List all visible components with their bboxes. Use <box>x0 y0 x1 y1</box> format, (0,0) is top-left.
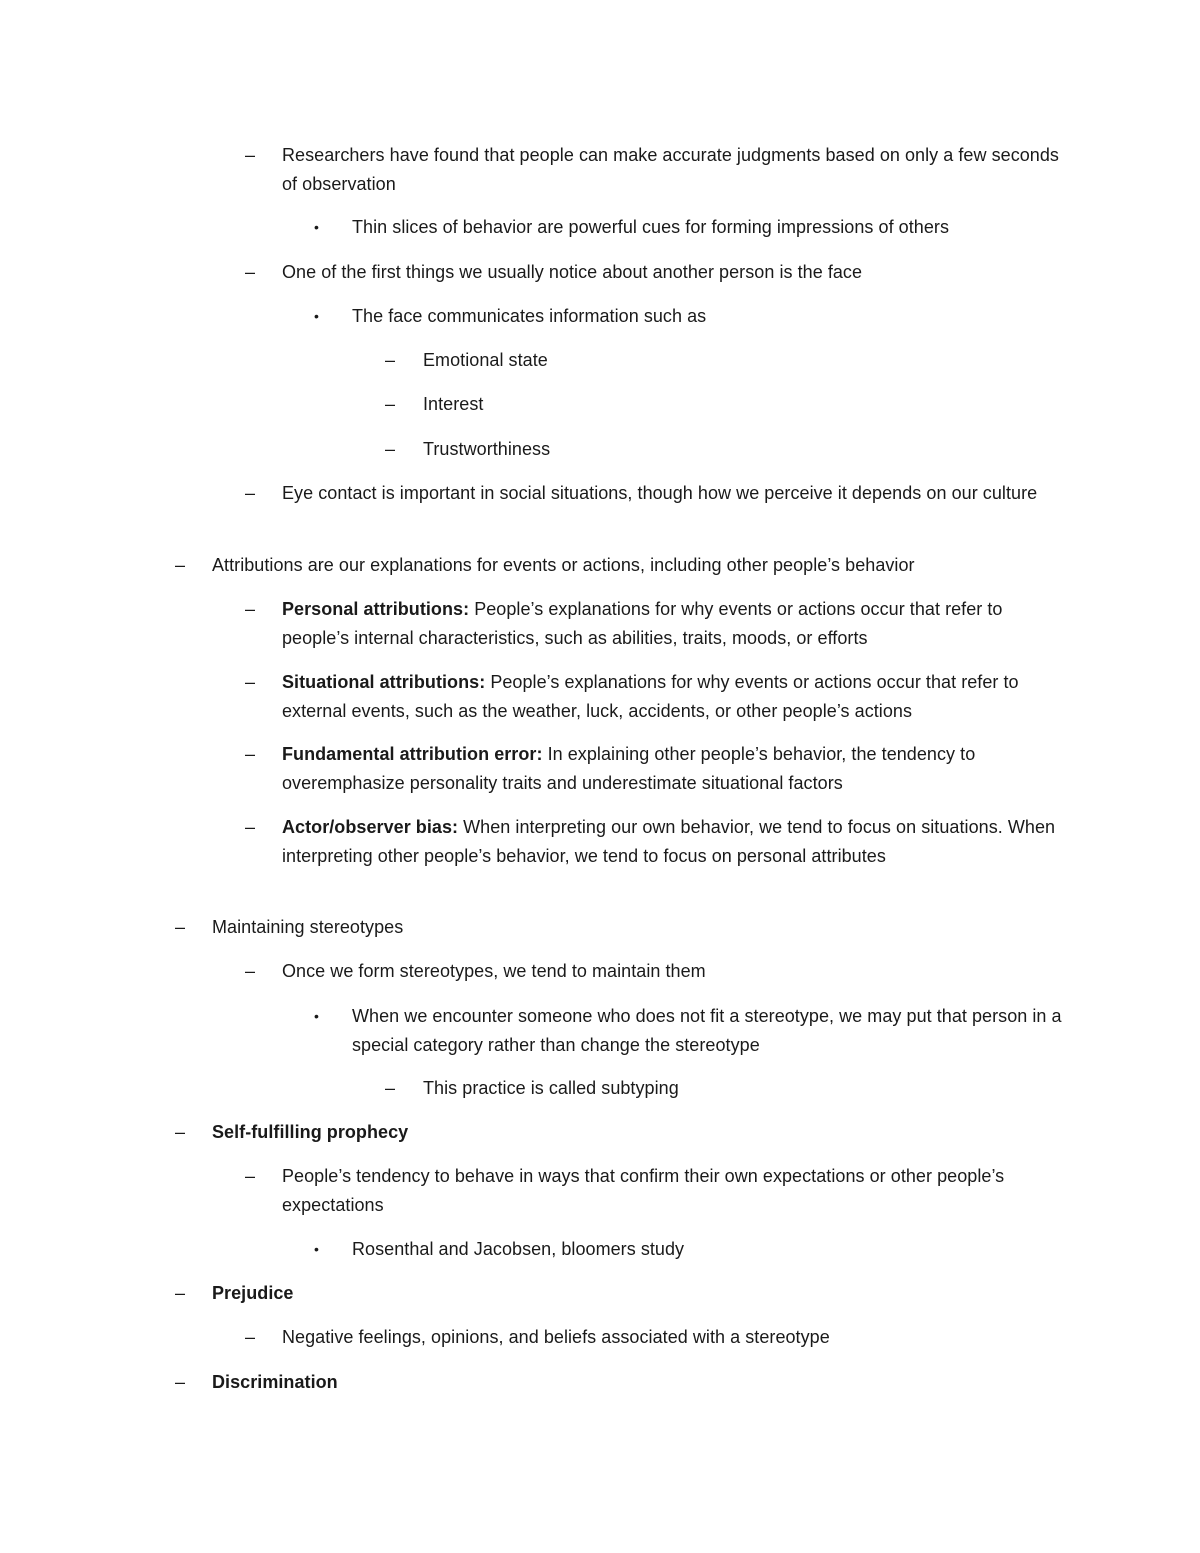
item-body: Attributions are our explanations for events or actions, including other people’s behavior <box>212 555 915 575</box>
list-item <box>314 1235 1072 1264</box>
item-body: Emotional state <box>423 350 548 370</box>
item-text <box>282 595 1072 652</box>
item-text <box>212 913 1072 942</box>
item-text <box>212 551 1072 580</box>
dash-marker: – <box>245 483 256 503</box>
item-text <box>282 740 1072 797</box>
item-term: Actor/observer bias: <box>282 817 459 837</box>
item-text <box>212 1118 1072 1147</box>
list-item <box>314 1002 1072 1059</box>
list-item <box>245 479 1072 508</box>
dash-marker: – <box>245 1327 256 1347</box>
dash-marker: – <box>175 917 186 937</box>
list-item <box>175 1368 1072 1397</box>
item-text <box>212 1368 1072 1397</box>
item-body: When we encounter someone who does not fit a stereotype, we may put that person in a special category rather than change the stereotype <box>352 1006 1062 1055</box>
item-text <box>212 1279 1072 1308</box>
list-item <box>175 551 1072 580</box>
item-term: Situational attributions: <box>282 672 486 692</box>
list-item <box>385 346 1073 375</box>
item-body: People’s tendency to behave in ways that confirm their own expectations or other people’s expectations <box>282 1166 1005 1215</box>
item-body: The face communicates information such as <box>352 306 707 326</box>
item-body: Eye contact is important in social situations, though how we perceive it depends on our culture <box>282 483 1038 503</box>
item-text <box>282 1162 1072 1219</box>
dash-marker: – <box>245 145 256 165</box>
item-body: Thin slices of behavior are powerful cues for forming impressions of others <box>352 217 950 237</box>
dash-marker: – <box>175 555 186 575</box>
list-item <box>245 813 1072 870</box>
item-text <box>352 1002 1072 1059</box>
list-item <box>175 1118 1072 1147</box>
item-text <box>423 435 1073 464</box>
dash-marker: – <box>245 744 256 764</box>
bullet-marker: • <box>314 219 319 235</box>
list-item <box>385 435 1073 464</box>
dash-marker: – <box>245 599 256 619</box>
list-item <box>245 668 1072 725</box>
list-item <box>245 258 1072 287</box>
bullet-marker: • <box>314 308 319 324</box>
item-term: Fundamental attribution error: <box>282 744 543 764</box>
dash-marker: – <box>245 262 256 282</box>
item-text <box>423 346 1073 375</box>
item-body: Maintaining stereotypes <box>212 917 404 937</box>
item-text <box>282 668 1072 725</box>
item-text <box>282 813 1072 870</box>
list-item <box>245 740 1072 797</box>
item-term: Personal attributions: <box>282 599 470 619</box>
item-body: This practice is called subtyping <box>423 1078 679 1098</box>
item-text <box>282 1323 1072 1352</box>
item-text <box>282 957 1072 986</box>
bullet-marker: • <box>314 1241 319 1257</box>
dash-marker: – <box>245 1166 256 1186</box>
item-text <box>352 1235 1072 1264</box>
list-item <box>314 302 1072 331</box>
item-body: In explaining other people’s behavior, the tendency to overemphasize personality traits and underestimate situational factors <box>282 744 976 793</box>
list-item <box>385 1074 1073 1103</box>
item-text <box>423 390 1073 419</box>
item-text <box>352 213 1072 242</box>
item-body: Trustworthiness <box>423 439 551 459</box>
item-body: Interest <box>423 394 484 414</box>
dash-marker: – <box>385 439 396 459</box>
list-item <box>245 1162 1072 1219</box>
list-item <box>175 913 1072 942</box>
item-body: Once we form stereotypes, we tend to maintain them <box>282 961 706 981</box>
dash-marker: – <box>175 1283 186 1303</box>
list-item <box>245 1323 1072 1352</box>
item-body: When interpreting our own behavior, we tend to focus on situations. When interpreting other people’s behavior, we tend to focus on personal attributes <box>282 817 1056 866</box>
item-body: People’s explanations for why events or actions occur that refer to external events, such as the weather, luck, accidents, or other people’s actions <box>282 672 1019 721</box>
dash-marker: – <box>245 961 256 981</box>
list-item <box>175 1279 1072 1308</box>
item-body: Negative feelings, opinions, and beliefs associated with a stereotype <box>282 1327 830 1347</box>
list-item <box>245 957 1072 986</box>
item-text <box>352 302 1072 331</box>
bullet-marker: • <box>314 1008 319 1024</box>
item-text <box>423 1074 1073 1103</box>
dash-marker: – <box>385 1078 396 1098</box>
dash-marker: – <box>385 394 396 414</box>
item-body: Rosenthal and Jacobsen, bloomers study <box>352 1239 685 1259</box>
dash-marker: – <box>245 817 256 837</box>
item-body: People’s explanations for why events or actions occur that refer to people’s internal characteristics, such as abilities, traits, moods, or efforts <box>282 599 1003 648</box>
item-term: Discrimination <box>212 1372 338 1392</box>
item-text <box>282 258 1072 287</box>
dash-marker: – <box>175 1122 186 1142</box>
item-term: Self-fulfilling prophecy <box>212 1122 409 1142</box>
item-body: Researchers have found that people can make accurate judgments based on only a few seconds of observation <box>282 145 1059 194</box>
list-item <box>314 213 1072 242</box>
dash-marker: – <box>175 1372 186 1392</box>
item-term: Prejudice <box>212 1283 294 1303</box>
list-item <box>245 141 1072 198</box>
list-item <box>245 595 1072 652</box>
dash-marker: – <box>245 672 256 692</box>
item-text <box>282 479 1072 508</box>
item-text <box>282 141 1072 198</box>
dash-marker: – <box>385 350 396 370</box>
list-item <box>385 390 1073 419</box>
item-body: One of the first things we usually notice about another person is the face <box>282 262 863 282</box>
